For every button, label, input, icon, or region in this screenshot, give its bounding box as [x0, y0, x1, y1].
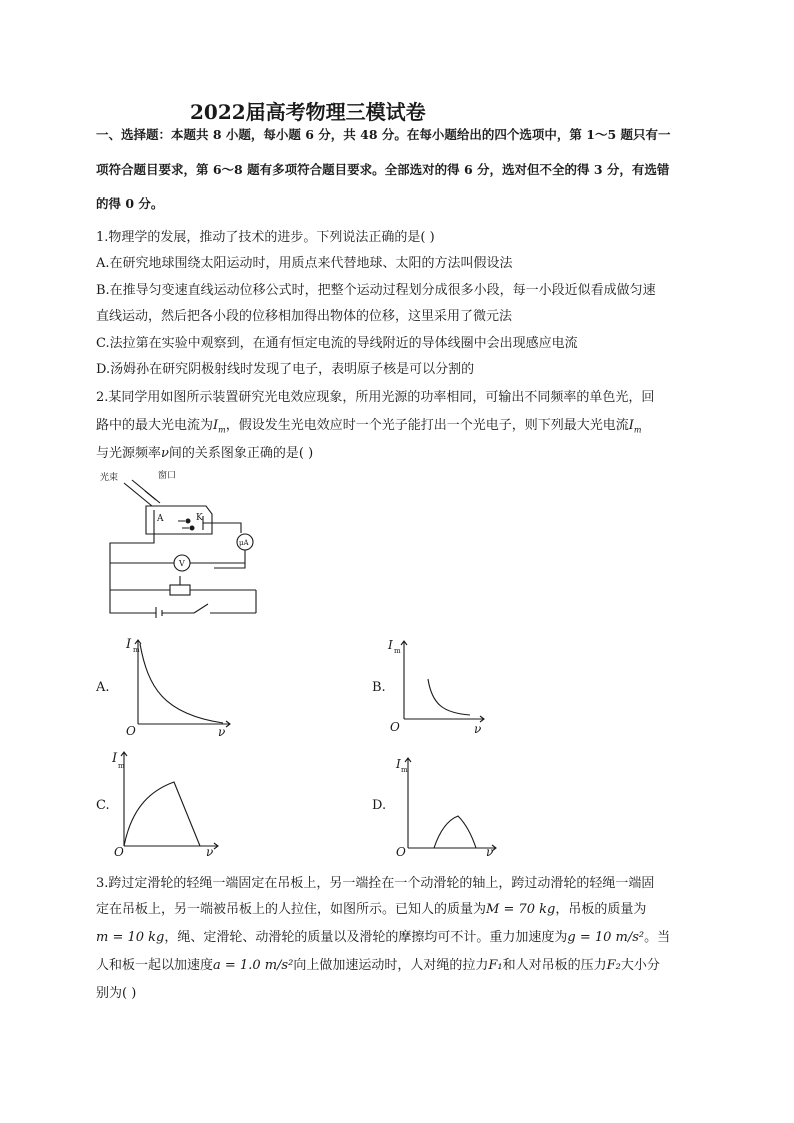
q1-option-c: C.法拉第在实验中观察到，在通有恒定电流的导线附近的导体线圈中会出现感应电流 [96, 336, 578, 351]
graph-b [382, 635, 492, 740]
force-f2: F₂ [606, 958, 621, 973]
cathode-label: K [196, 513, 203, 523]
graph-c-curve [124, 782, 200, 846]
q2-line-2-end: ，假设发生光电效应时一个光子能打出一个光电子，则下列最大光电流 [225, 418, 629, 433]
mass-person: M = 70 kg [486, 902, 556, 917]
q1-option-b-line-2: 直线运动，然后把各小段的位移相加得出物体的位移，这里采用了微元法 [96, 309, 513, 324]
window-label: 窗口 [158, 471, 177, 481]
acceleration-value: a = 1.0 m/s² [213, 958, 294, 973]
section-instructions-line-1: 一、选择题：本题共 8 小题，每小题 6 分，共 48 分。在每小题给出的四个选项中，第 1～5 题只有一 [96, 127, 671, 142]
q2-line-3-end: 间的关系图象正确的是( ) [168, 446, 314, 461]
svg-text:m: m [133, 646, 140, 654]
window-mark [145, 491, 156, 500]
q3-line-1: 3.跨过定滑轮的轻绳一端固定在吊板上，另一端拴在一个动滑轮的轴上，跨过动滑轮的轻绳一端固 [96, 876, 655, 891]
svg-text:ν: ν [474, 722, 482, 736]
wire-left [110, 530, 156, 613]
photoelectric-circuit-diagram [96, 468, 276, 618]
page-title: 2022届高考物理三模试卷 [190, 100, 426, 124]
gravity-value: g = 10 m/s² [567, 930, 645, 945]
graph-c [112, 746, 232, 858]
q2-line-2 [96, 414, 642, 435]
rheostat [170, 585, 190, 595]
svg-text:O: O [126, 724, 136, 738]
graph-c-label: C. [96, 798, 110, 813]
nu-symbol: ν [161, 446, 169, 461]
svg-text:m: m [401, 766, 408, 774]
svg-text:m: m [394, 647, 401, 655]
light-ray-1 [124, 483, 152, 506]
svg-text:O: O [114, 845, 124, 858]
wire-right-mid [214, 550, 245, 568]
graph-a-curve [140, 644, 223, 723]
q2-line-3 [96, 442, 313, 461]
switch [194, 604, 208, 613]
svg-text:ν: ν [486, 845, 494, 858]
svg-text:O: O [396, 845, 406, 858]
svg-text:O: O [390, 720, 400, 734]
im-symbol: $I_m$ [213, 418, 226, 435]
graph-b-label: B. [372, 680, 386, 695]
graph-a-label: A. [96, 680, 110, 695]
q3-line-5: 别为( ) [96, 986, 137, 1001]
section-instructions-line-2: 项符合题目要求，第 6～8 题有多项符合题目要求。全部选对的得 6 分，选对但不全的得 3 分，有选错 [96, 162, 670, 177]
q3-line-2: 定在吊板上，另一端被吊板上的人拉住，如图所示。已知人的质量为M = 70 kg，吊板的质量为 [96, 902, 647, 917]
q3-line-4: 人和板一起以加速度a = 1.0 m/s²向上做加速运动时，人对绳的拉力F₁和人对吊板的压力F₂大小分 [96, 958, 660, 973]
graph-d-curve [434, 816, 476, 848]
graph-b-curve [428, 679, 470, 715]
anode-label: A [157, 514, 164, 524]
svg-text:I: I [396, 757, 401, 771]
voltmeter-label: V [179, 559, 185, 568]
section-instructions-line-3: 的得 0 分。 [96, 196, 164, 211]
svg-text:I: I [388, 638, 393, 652]
light-label: 光束 [100, 473, 119, 483]
graph-a [118, 632, 238, 742]
q2-line-1: 2.某同学用如图所示装置研究光电效应现象，所用光源的功率相同，可输出不同频率的单色光，回 [96, 390, 655, 405]
graph-d [392, 752, 502, 858]
q3-line-3: m = 10 kg，绳、定滑轮、动滑轮的质量以及滑轮的摩擦均可不计。重力加速度为g = 10 m/s²。当 [96, 930, 671, 945]
q2-line-2-start: 路中的最大光电流为 [96, 418, 214, 433]
svg-text:m: m [118, 762, 125, 770]
q1-stem: 1.物理学的发展，推动了技术的进步。下列说法正确的是( ) [96, 230, 435, 245]
q1-option-a: A.在研究地球围绕太阳运动时，用质点来代替地球、太阳的方法叫假设法 [96, 256, 513, 271]
microammeter-label: μA [239, 539, 249, 547]
svg-text:ν: ν [206, 845, 214, 858]
svg-text:ν: ν [218, 725, 226, 739]
q1-option-b-line-1: B.在推导匀变速直线运动位移公式时，把整个运动过程划分成很多小段，每一小段近似看成做匀速 [96, 283, 656, 298]
q2-line-3-start: 与光源频率 [96, 446, 162, 461]
force-f1: F₁ [488, 958, 503, 973]
mass-board: m = 10 kg [96, 930, 165, 945]
wire-right-top [203, 523, 241, 533]
q1-option-d: D.汤姆孙在研究阴极射线时发现了电子，表明原子核是可以分割的 [96, 362, 475, 377]
svg-text:I: I [112, 751, 118, 766]
graph-d-label: D. [372, 798, 387, 813]
im-symbol-2: $I_m$ [628, 418, 642, 435]
svg-text:I: I [126, 637, 132, 652]
